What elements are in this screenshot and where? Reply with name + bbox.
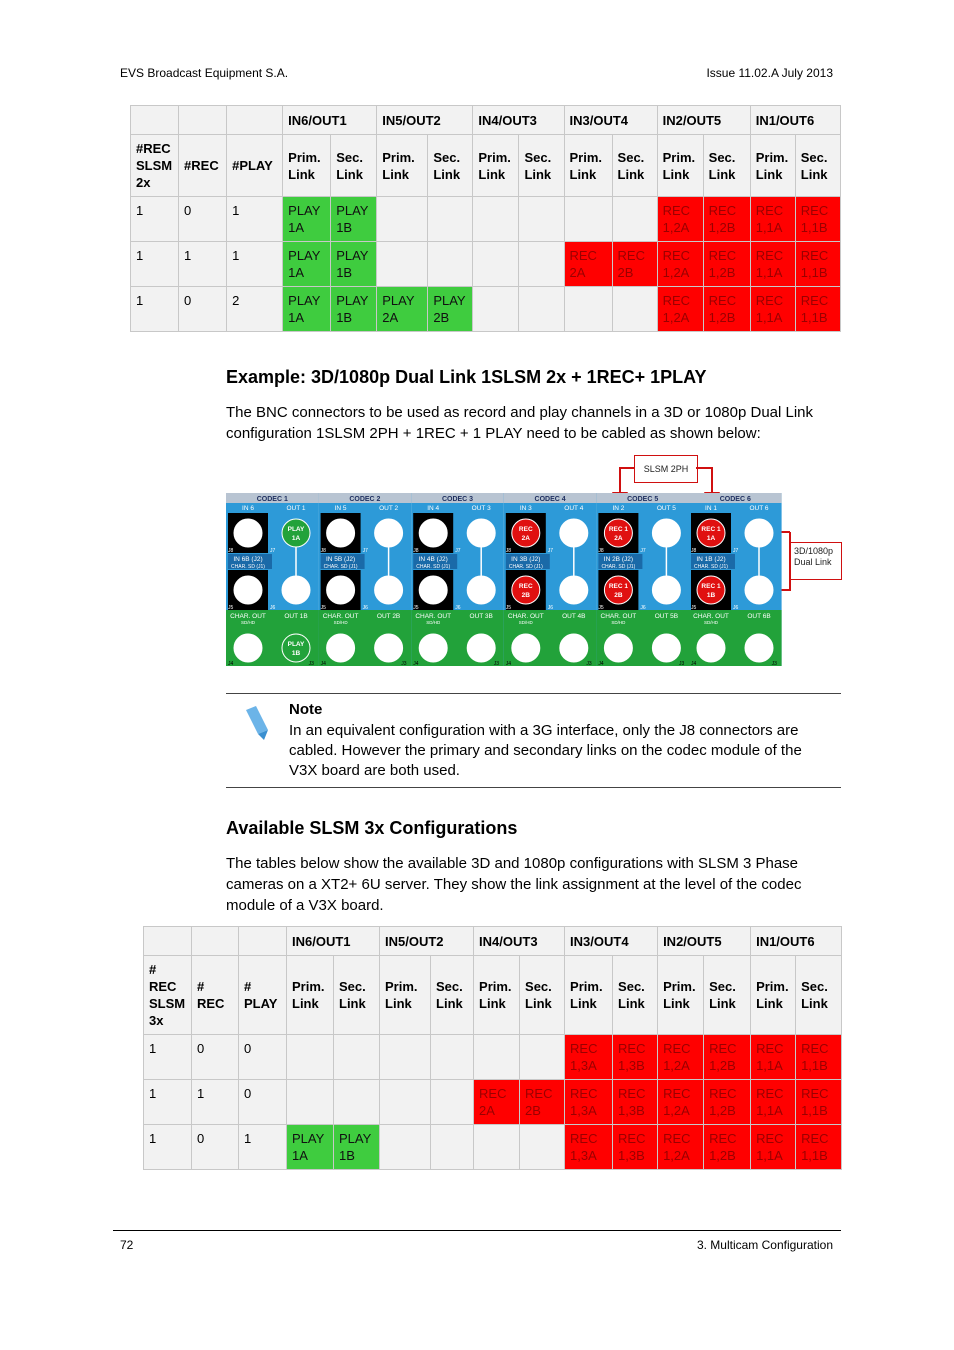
j6-label: J6 bbox=[547, 605, 554, 611]
table-cell: 1 bbox=[131, 197, 179, 242]
group-head: IN5/OUT2 bbox=[380, 927, 474, 956]
table-cell: REC 1,1B bbox=[795, 197, 840, 242]
group-head: IN3/OUT4 bbox=[565, 927, 658, 956]
bnc-connector bbox=[375, 634, 403, 662]
in-label: IN 1 bbox=[705, 505, 717, 512]
table-cell bbox=[520, 1035, 565, 1080]
table-cell: 1 bbox=[227, 197, 283, 242]
table-cell: 1 bbox=[192, 1080, 239, 1125]
link-head-prim: Prim. Link bbox=[750, 135, 795, 197]
j4-label: J4 bbox=[320, 661, 326, 666]
table-cell: REC 1,2B bbox=[703, 287, 750, 332]
table-cell: REC 1,3B bbox=[613, 1080, 658, 1125]
j3-label: J3 bbox=[586, 661, 592, 666]
out-label: OUT 2 bbox=[379, 505, 399, 512]
char-out-label: CHAR. OUT bbox=[230, 613, 266, 620]
bnc-connector bbox=[512, 634, 540, 662]
j4-label: J4 bbox=[691, 661, 697, 666]
col-head-rec-slsm: #REC SLSM 2x bbox=[131, 135, 179, 197]
table-cell: REC 1,2A bbox=[657, 287, 703, 332]
out-label: OUT 1 bbox=[286, 505, 306, 512]
table-cell: REC 1,3B bbox=[613, 1125, 658, 1170]
table-cell: PLAY 1B bbox=[331, 287, 377, 332]
char-sd-label: CHAR. SD (J1) bbox=[601, 564, 636, 570]
board-svg bbox=[226, 493, 782, 666]
out-b-label: OUT 6B bbox=[747, 613, 771, 620]
char-sd-label: CHAR. SD (J1) bbox=[416, 564, 451, 570]
table-cell: REC 1,1B bbox=[795, 242, 840, 287]
bnc-connector bbox=[327, 576, 355, 604]
j8-label: J8 bbox=[691, 548, 697, 554]
v3x-board-diagram bbox=[226, 493, 782, 666]
codec-name: CODEC 4 bbox=[534, 496, 566, 503]
note-box bbox=[226, 693, 841, 788]
connector-label: 2B bbox=[614, 592, 623, 599]
table-cell bbox=[520, 1125, 565, 1170]
table-cell bbox=[334, 1035, 380, 1080]
table-cell: REC 1,1A bbox=[751, 1080, 796, 1125]
group-head: IN6/OUT1 bbox=[283, 106, 377, 135]
bnc-connector bbox=[652, 634, 680, 662]
char-out-label: CHAR. OUT bbox=[322, 613, 359, 620]
link-head-sec: Sec. Link bbox=[431, 956, 474, 1035]
bnc-connector bbox=[697, 519, 725, 547]
bnc-connector bbox=[604, 634, 632, 662]
table-cell: PLAY 1B bbox=[331, 197, 377, 242]
char-sd-label: CHAR. SD (J1) bbox=[323, 564, 358, 570]
group-head: IN6/OUT1 bbox=[287, 927, 380, 956]
table-cell: REC 1,2B bbox=[704, 1125, 751, 1170]
j3-label: J3 bbox=[308, 661, 314, 666]
bnc-connector bbox=[419, 519, 447, 547]
table-cell: 0 bbox=[179, 287, 227, 332]
bnc-connector bbox=[419, 634, 447, 662]
bnc-connector bbox=[327, 519, 355, 547]
link-head-sec: Sec. Link bbox=[334, 956, 380, 1035]
group-head: IN1/OUT6 bbox=[751, 927, 842, 956]
connector-label: REC 1 bbox=[701, 583, 721, 590]
sdhd-label: SD/HD bbox=[240, 620, 256, 625]
bnc-connector bbox=[560, 519, 588, 547]
link-head-sec: Sec. Link bbox=[703, 135, 750, 197]
table-cell: REC 1,2A bbox=[658, 1080, 704, 1125]
connector-label: PLAY bbox=[287, 641, 305, 648]
link-head-prim: Prim. Link bbox=[565, 956, 613, 1035]
table-cell: 0 bbox=[239, 1080, 287, 1125]
table-cell: REC 1,2B bbox=[703, 242, 750, 287]
in-b-label: IN 5B (J2) bbox=[325, 556, 356, 563]
in-b-label: IN 6B (J2) bbox=[233, 556, 263, 563]
table-cell: 0 bbox=[239, 1035, 287, 1080]
connector-label: REC bbox=[518, 526, 533, 533]
link-head-prim: Prim. Link bbox=[657, 135, 703, 197]
footer-rule bbox=[113, 1230, 841, 1231]
out-b-label: OUT 3B bbox=[469, 613, 493, 620]
bnc-connector bbox=[560, 576, 588, 604]
table-cell bbox=[431, 1125, 474, 1170]
group-head: IN3/OUT4 bbox=[564, 106, 657, 135]
table-cell: REC 1,2A bbox=[658, 1035, 704, 1080]
in-b-label: IN 4B (J2) bbox=[418, 556, 448, 563]
in-b-label: IN 3B (J2) bbox=[511, 556, 541, 563]
j8-label: J8 bbox=[228, 548, 234, 554]
j7-label: J7 bbox=[733, 548, 739, 554]
col-head-rec-slsm: # REC SLSM 3x bbox=[144, 956, 192, 1035]
out-label: OUT 3 bbox=[471, 505, 491, 512]
callout-slsm-2ph: SLSM 2PH bbox=[634, 455, 698, 483]
group-head: IN2/OUT5 bbox=[658, 927, 751, 956]
bnc-connector bbox=[419, 576, 447, 604]
link-head-sec: Sec. Link bbox=[612, 135, 657, 197]
pencil-icon bbox=[242, 700, 272, 740]
table-cell: REC 1,1B bbox=[796, 1080, 842, 1125]
link-head-prim: Prim. Link bbox=[658, 956, 704, 1035]
j7-label: J7 bbox=[270, 548, 276, 554]
bnc-connector bbox=[745, 519, 773, 547]
connector-label: PLAY bbox=[287, 526, 305, 533]
table-cell: 2 bbox=[227, 287, 283, 332]
out-b-label: OUT 2B bbox=[376, 613, 401, 620]
col-head-rec: #REC bbox=[179, 135, 227, 197]
table-cell: 1 bbox=[179, 242, 227, 287]
bnc-connector bbox=[282, 519, 310, 547]
table-cell: 0 bbox=[192, 1125, 239, 1170]
j8-label: J8 bbox=[320, 548, 326, 554]
in-label: IN 4 bbox=[427, 505, 440, 512]
table-cell: REC 1,3A bbox=[565, 1125, 613, 1170]
in-b-label: IN 1B (J2) bbox=[696, 556, 726, 563]
codec-name: CODEC 5 bbox=[627, 496, 659, 503]
j3-label: J3 bbox=[493, 661, 500, 666]
table-cell: REC 1,1A bbox=[751, 1125, 796, 1170]
link-head-prim: Prim. Link bbox=[380, 956, 431, 1035]
table-cell: REC 1,3B bbox=[613, 1035, 658, 1080]
bnc-connector bbox=[282, 634, 310, 662]
codec-name: CODEC 1 bbox=[256, 496, 288, 503]
col-head-play: # PLAY bbox=[239, 956, 287, 1035]
sdhd-label: SD/HD bbox=[611, 620, 626, 625]
group-head: IN4/OUT3 bbox=[473, 106, 564, 135]
table-cell bbox=[474, 1035, 520, 1080]
in-label: IN 5 bbox=[334, 505, 347, 512]
j5-label: J5 bbox=[320, 605, 326, 611]
j3-label: J3 bbox=[401, 661, 407, 666]
bnc-connector bbox=[745, 576, 773, 604]
table-cell: 0 bbox=[179, 197, 227, 242]
bnc-connector bbox=[697, 576, 725, 604]
table-cell: PLAY 1A bbox=[283, 242, 331, 287]
table-cell: REC 1,1B bbox=[796, 1125, 842, 1170]
table-cell: PLAY 1A bbox=[283, 287, 331, 332]
bnc-connector bbox=[467, 576, 495, 604]
j4-label: J4 bbox=[505, 661, 512, 666]
char-sd-label: CHAR. SD (J1) bbox=[508, 564, 543, 570]
j5-label: J5 bbox=[598, 605, 604, 611]
table-cell bbox=[334, 1080, 380, 1125]
table-cell: PLAY 1B bbox=[331, 242, 377, 287]
table-cell: 0 bbox=[192, 1035, 239, 1080]
link-head-sec: Sec. Link bbox=[331, 135, 377, 197]
j6-label: J6 bbox=[270, 605, 276, 611]
j5-label: J5 bbox=[228, 605, 234, 611]
table-cell: REC 2A bbox=[564, 242, 612, 287]
j5-label: J5 bbox=[691, 605, 697, 611]
connector-label: REC 1 bbox=[608, 526, 628, 533]
j6-label: J6 bbox=[455, 605, 461, 611]
bnc-connector bbox=[512, 519, 540, 547]
note-text: In an equivalent configuration with a 3G interface, only the J8 connectors are cabled. However the primary and secondary links on the codec module of the V3X board are both used. bbox=[289, 722, 802, 779]
table-cell bbox=[380, 1080, 431, 1125]
out-label: OUT 4 bbox=[564, 505, 584, 512]
out-b-label: OUT 5B bbox=[654, 613, 679, 620]
bnc-connector bbox=[604, 519, 632, 547]
in-b-label: IN 2B (J2) bbox=[603, 556, 634, 563]
table-row bbox=[144, 1125, 842, 1170]
table-cell: REC 1,1A bbox=[750, 287, 795, 332]
table-row bbox=[144, 1080, 842, 1125]
char-out-label: CHAR. OUT bbox=[693, 613, 729, 620]
header-right: Issue 11.02.A July 2013 bbox=[706, 66, 833, 80]
section-body-dual-link: The BNC connectors to be used as record and play channels in a 3D or 1080p Dual Link configuration 1SLSM 2PH + 1REC + 1 PLAY need to be cabled as shown below: bbox=[226, 404, 814, 442]
table-cell: PLAY 2A bbox=[377, 287, 428, 332]
bnc-connector bbox=[234, 634, 262, 662]
connector-label: 2A bbox=[614, 535, 623, 542]
j4-label: J4 bbox=[228, 661, 234, 666]
connector-label: 1B bbox=[291, 650, 301, 657]
link-head-prim: Prim. Link bbox=[473, 135, 519, 197]
j6-label: J6 bbox=[733, 605, 739, 611]
sdhd-label: SD/HD bbox=[703, 620, 719, 625]
j8-label: J8 bbox=[413, 548, 419, 554]
char-sd-label: CHAR. SD (J1) bbox=[231, 564, 265, 570]
link-head-prim: Prim. Link bbox=[377, 135, 428, 197]
j4-label: J4 bbox=[413, 661, 419, 666]
link-head-prim: Prim. Link bbox=[564, 135, 612, 197]
link-head-prim: Prim. Link bbox=[283, 135, 331, 197]
link-head-sec: Sec. Link bbox=[613, 956, 658, 1035]
table-cell: REC 1,1A bbox=[751, 1035, 796, 1080]
config-table-slsm3x bbox=[143, 926, 842, 1170]
table-cell: REC 1,1A bbox=[750, 242, 795, 287]
table-cell: 1 bbox=[239, 1125, 287, 1170]
footer-chapter: 3. Multicam Configuration bbox=[696, 1238, 833, 1252]
in-label: IN 2 bbox=[612, 505, 625, 512]
bnc-connector bbox=[745, 634, 773, 662]
bnc-connector bbox=[467, 519, 495, 547]
bnc-connector bbox=[375, 519, 403, 547]
bnc-connector bbox=[234, 519, 262, 547]
bnc-connector bbox=[604, 576, 632, 604]
char-out-label: CHAR. OUT bbox=[415, 613, 452, 620]
group-head: IN5/OUT2 bbox=[377, 106, 473, 135]
table-cell: 1 bbox=[144, 1125, 192, 1170]
callout-dual-link: 3D/1080p Dual Link bbox=[790, 542, 842, 580]
connector-label: 2B bbox=[521, 592, 530, 599]
j8-label: J8 bbox=[505, 548, 512, 554]
link-head-sec: Sec. Link bbox=[519, 135, 564, 197]
in-label: IN 6 bbox=[242, 505, 254, 512]
connector-label: REC 1 bbox=[608, 583, 628, 590]
section-title-dual-link: Example: 3D/1080p Dual Link 1SLSM 2x + 1REC+ 1PLAY bbox=[226, 367, 707, 387]
bnc-connector bbox=[512, 576, 540, 604]
table-cell: REC 2B bbox=[520, 1080, 565, 1125]
group-head: IN4/OUT3 bbox=[474, 927, 565, 956]
codec-name: CODEC 2 bbox=[349, 496, 381, 503]
sdhd-label: SD/HD bbox=[426, 620, 441, 625]
j5-label: J5 bbox=[413, 605, 419, 611]
j3-label: J3 bbox=[679, 661, 685, 666]
table-cell bbox=[287, 1035, 334, 1080]
table-cell: PLAY 2B bbox=[428, 287, 473, 332]
section-title-slsm3x: Available SLSM 3x Configurations bbox=[226, 818, 518, 838]
bnc-connector bbox=[282, 576, 310, 604]
out-label: OUT 5 bbox=[656, 505, 676, 512]
table-cell: REC 2A bbox=[474, 1080, 520, 1125]
char-sd-label: CHAR. SD (J1) bbox=[694, 564, 728, 570]
table-cell: REC 1,1A bbox=[750, 197, 795, 242]
link-head-sec: Sec. Link bbox=[428, 135, 473, 197]
j6-label: J6 bbox=[362, 605, 368, 611]
out-b-label: OUT 4B bbox=[562, 613, 586, 620]
bnc-connector bbox=[375, 576, 403, 604]
header-left: EVS Broadcast Equipment S.A. bbox=[120, 66, 289, 80]
j7-label: J7 bbox=[547, 548, 554, 554]
table-cell: REC 1,2B bbox=[703, 197, 750, 242]
bnc-connector bbox=[327, 634, 355, 662]
connector-label: 2A bbox=[521, 535, 530, 542]
link-head-prim: Prim. Link bbox=[474, 956, 520, 1035]
table-cell: REC 1,2A bbox=[658, 1125, 704, 1170]
char-out-label: CHAR. OUT bbox=[507, 613, 544, 620]
section-body-slsm3x: The tables below show the available 3D and 1080p configurations with SLSM 3 Phase cameras on a XT2+ 6U server. They show the link assignment at the level of the codec module of a V3X board. bbox=[226, 855, 802, 914]
j7-label: J7 bbox=[455, 548, 461, 554]
j7-label: J7 bbox=[362, 548, 368, 554]
char-out-label: CHAR. OUT bbox=[600, 613, 637, 620]
table-cell: REC 1,3A bbox=[565, 1080, 613, 1125]
link-head-prim: Prim. Link bbox=[287, 956, 334, 1035]
connector-label: REC bbox=[518, 583, 533, 590]
group-head: IN1/OUT6 bbox=[750, 106, 840, 135]
link-head-sec: Sec. Link bbox=[704, 956, 751, 1035]
bnc-connector bbox=[652, 519, 680, 547]
j8-label: J8 bbox=[598, 548, 604, 554]
link-head-sec: Sec. Link bbox=[520, 956, 565, 1035]
table-cell bbox=[431, 1080, 474, 1125]
table-cell bbox=[380, 1125, 431, 1170]
col-head-play: #PLAY bbox=[227, 135, 283, 197]
in-label: IN 3 bbox=[519, 505, 532, 512]
table-cell: REC 1,2B bbox=[704, 1035, 751, 1080]
bnc-connector bbox=[467, 634, 495, 662]
link-head-prim: Prim. Link bbox=[751, 956, 796, 1035]
sdhd-label: SD/HD bbox=[333, 620, 348, 625]
page-number: 72 bbox=[120, 1238, 134, 1252]
j7-label: J7 bbox=[640, 548, 646, 554]
group-head: IN2/OUT5 bbox=[657, 106, 750, 135]
codec-name: CODEC 6 bbox=[719, 496, 751, 503]
table-cell: 1 bbox=[227, 242, 283, 287]
j6-label: J6 bbox=[640, 605, 646, 611]
connector-label: 1A bbox=[706, 535, 716, 542]
link-head-sec: Sec. Link bbox=[796, 956, 842, 1035]
table-cell: 1 bbox=[144, 1080, 192, 1125]
bnc-connector bbox=[697, 634, 725, 662]
table-cell: REC 1,2A bbox=[657, 242, 703, 287]
table-cell: REC 2B bbox=[612, 242, 657, 287]
table-cell: REC 1,1B bbox=[795, 287, 840, 332]
table-cell: REC 1,2A bbox=[657, 197, 703, 242]
connector-label: 1A bbox=[291, 535, 301, 542]
j4-label: J4 bbox=[598, 661, 604, 666]
table-cell bbox=[474, 1125, 520, 1170]
bnc-connector bbox=[560, 634, 588, 662]
table-cell bbox=[431, 1035, 474, 1080]
table-cell: REC 1,3A bbox=[565, 1035, 613, 1080]
table-cell bbox=[380, 1035, 431, 1080]
sdhd-label: SD/HD bbox=[518, 620, 533, 625]
table-cell: REC 1,1B bbox=[796, 1035, 842, 1080]
codec-name: CODEC 3 bbox=[441, 496, 474, 503]
table-cell: 1 bbox=[131, 287, 179, 332]
note-title: Note bbox=[289, 701, 323, 718]
connector-label: 1B bbox=[706, 592, 716, 599]
table-cell: REC 1,2B bbox=[704, 1080, 751, 1125]
connector-label: REC 1 bbox=[701, 526, 721, 533]
col-head-rec: # REC bbox=[192, 956, 239, 1035]
link-head-sec: Sec. Link bbox=[795, 135, 840, 197]
out-label: OUT 6 bbox=[749, 505, 769, 512]
out-b-label: OUT 1B bbox=[284, 613, 308, 620]
table-row bbox=[144, 1035, 842, 1080]
table-cell: PLAY 1B bbox=[334, 1125, 380, 1170]
j3-label: J3 bbox=[771, 661, 777, 666]
table-cell: 1 bbox=[131, 242, 179, 287]
table-cell: 1 bbox=[144, 1035, 192, 1080]
table-cell bbox=[287, 1080, 334, 1125]
table-cell: PLAY 1A bbox=[283, 197, 331, 242]
bnc-connector bbox=[652, 576, 680, 604]
bnc-connector bbox=[234, 576, 262, 604]
table-cell: PLAY 1A bbox=[287, 1125, 334, 1170]
j5-label: J5 bbox=[505, 605, 512, 611]
